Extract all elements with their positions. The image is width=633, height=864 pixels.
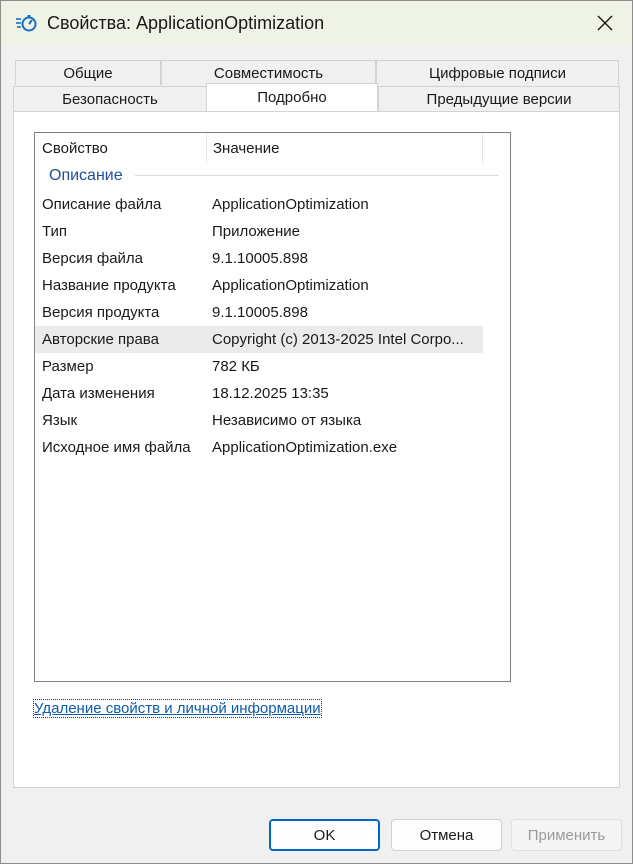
- table-row[interactable]: [35, 299, 483, 326]
- details-tab-panel: [13, 111, 620, 788]
- tab-label: Общие: [63, 64, 113, 82]
- property-name: Язык: [42, 412, 78, 429]
- property-value: Независимо от языка: [212, 412, 362, 429]
- title-bar: [1, 1, 632, 45]
- table-row[interactable]: [35, 380, 483, 407]
- property-value: ApplicationOptimization: [212, 196, 369, 213]
- property-value: 18.12.2025 13:35: [212, 385, 329, 402]
- property-name: Описание файла: [42, 196, 162, 213]
- tab-label: Цифровые подписи: [428, 64, 567, 82]
- group-divider: [135, 175, 499, 176]
- close-icon: [597, 15, 613, 31]
- tab-label: Совместимость: [213, 64, 324, 82]
- column-header-value[interactable]: [206, 133, 482, 163]
- property-value: 9.1.10005.898: [212, 304, 308, 321]
- property-value: 9.1.10005.898: [212, 250, 308, 267]
- tab-label: Подробно: [257, 89, 327, 106]
- remove-properties-link[interactable]: Удаление свойств и личной информации: [34, 700, 321, 717]
- tab-previous-versions[interactable]: [378, 86, 620, 111]
- property-value: 782 КБ: [212, 358, 260, 375]
- property-name: Название продукта: [42, 277, 176, 294]
- tab-label: Безопасность: [62, 90, 158, 108]
- property-value: ApplicationOptimization.exe: [212, 439, 398, 456]
- details-list[interactable]: [34, 132, 511, 682]
- tab-general[interactable]: [15, 60, 161, 85]
- table-row[interactable]: [35, 245, 483, 272]
- property-value: Приложение: [212, 223, 300, 240]
- property-name: Версия файла: [42, 250, 144, 267]
- ok-button[interactable]: [269, 819, 380, 851]
- table-row[interactable]: [35, 272, 483, 299]
- tab-details[interactable]: [206, 83, 378, 111]
- column-header-label: Свойство: [42, 139, 108, 157]
- property-value: Copyright (c) 2013-2025 Intel Corpo...: [212, 331, 464, 348]
- tab-compatibility[interactable]: [161, 60, 376, 85]
- column-separator[interactable]: [482, 133, 483, 163]
- property-name: Исходное имя файла: [42, 439, 191, 456]
- window-title: Свойства: ApplicationOptimization: [47, 13, 325, 33]
- tab-digital-signatures[interactable]: [376, 60, 619, 85]
- column-header-label: Значение: [213, 139, 280, 157]
- table-row[interactable]: [35, 407, 483, 434]
- column-header-property[interactable]: [35, 133, 206, 163]
- property-name: Авторские права: [42, 331, 159, 348]
- property-value: ApplicationOptimization: [212, 277, 369, 294]
- table-row[interactable]: [35, 434, 483, 461]
- table-row[interactable]: [35, 218, 483, 245]
- group-header-description: Описание: [49, 167, 123, 184]
- table-row[interactable]: [35, 191, 483, 218]
- tab-label: Предыдущие версии: [426, 90, 572, 108]
- property-name: Версия продукта: [42, 304, 160, 321]
- property-name: Дата изменения: [42, 385, 155, 402]
- table-row-selected[interactable]: [35, 326, 483, 353]
- button-label: Отмена: [419, 826, 474, 844]
- tab-security[interactable]: [13, 86, 207, 111]
- table-row[interactable]: [35, 353, 483, 380]
- apply-button[interactable]: [511, 819, 622, 851]
- close-button[interactable]: [578, 1, 632, 45]
- property-name: Тип: [42, 223, 68, 240]
- property-name: Размер: [42, 358, 94, 375]
- button-label: Применить: [527, 826, 606, 844]
- cancel-button[interactable]: [391, 819, 502, 851]
- app-optimization-icon: [15, 13, 37, 33]
- button-label: OK: [313, 826, 336, 844]
